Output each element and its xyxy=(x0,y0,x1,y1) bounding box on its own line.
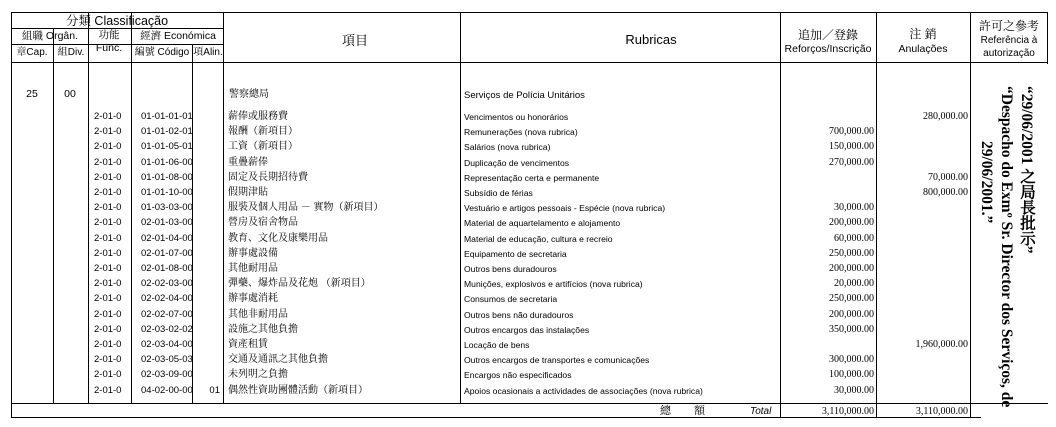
row-item: 工資（新項目） xyxy=(228,141,298,153)
table-row xyxy=(0,308,1056,323)
table-row xyxy=(0,232,1056,247)
row-codigo: 04-02-00-00 xyxy=(141,384,193,396)
header-item: 項目 xyxy=(341,33,369,48)
table-row xyxy=(0,368,1056,383)
table-row xyxy=(0,277,1056,292)
authorization-line3: 29/06/2001.” xyxy=(978,141,995,224)
row-rubrica: Salários (nova rubrica) xyxy=(464,142,551,153)
row-anulacao: 280,000.00 xyxy=(923,111,968,122)
row-codigo: 01-01-05-01 xyxy=(141,141,193,153)
row-item: 其他耐用品 xyxy=(228,263,278,274)
row-reforco: 350,000.00 xyxy=(829,323,874,335)
row-item: 辦事處消耗 xyxy=(228,293,278,305)
row-reforco: 200,000.00 xyxy=(829,217,874,229)
row-anulacao: 800,000.00 xyxy=(923,187,968,198)
table-row xyxy=(0,186,1056,201)
rule-top xyxy=(11,12,1048,13)
header-reforcos-zh: 追加／登錄 xyxy=(797,28,859,42)
row-codigo: 02-01-07-00 xyxy=(141,247,193,259)
row-reforco: 700,000.00 xyxy=(829,126,874,138)
total-reforcos: 3,110,000.00 xyxy=(821,406,874,417)
row-rubrica: Consumos de secretaria xyxy=(464,294,558,305)
row-rubrica: Locação de bens xyxy=(464,340,530,350)
row-rubrica: Duplicação de vencimentos xyxy=(464,157,570,168)
row-rubrica: Equipamento de secretaria xyxy=(464,248,567,259)
table-row xyxy=(0,323,1056,338)
row-codigo: 01-01-10-00 xyxy=(141,187,193,198)
header-funcao-zh: 功能 xyxy=(98,29,120,41)
col-rule-right xyxy=(1047,12,1048,64)
row-rubrica: Outros bens não duradouros xyxy=(464,309,574,320)
row-func: 2-01-0 xyxy=(94,171,122,183)
header-reforcos-pt: Reforços/Inscrição xyxy=(784,43,872,55)
row-item: 營房及宿舍物品 xyxy=(228,217,298,229)
row-reforco: 100,000.00 xyxy=(829,369,874,381)
row-codigo: 02-03-09-00 xyxy=(141,369,193,381)
row-reforco: 30,000.00 xyxy=(834,384,874,396)
row-item: 假期津貼 xyxy=(228,187,268,198)
row-reforco: 270,000.00 xyxy=(829,156,874,168)
row-func: 2-01-0 xyxy=(94,278,122,290)
row-rubrica: Vencimentos ou honorários xyxy=(464,112,569,122)
row-func: 2-01-0 xyxy=(94,384,122,396)
row-item: 辦事處設備 xyxy=(228,247,278,259)
header-alin: 項Alin. xyxy=(193,47,223,58)
row-func: 2-01-0 xyxy=(94,263,122,274)
row-reforco: 250,000.00 xyxy=(829,247,874,259)
row-item: 偶然性資助團體活動（新項目） xyxy=(228,384,368,396)
row-item: 交通及通訊之其他負擔 xyxy=(228,354,328,366)
table-row xyxy=(0,338,1056,353)
row-item: 資產租賃 xyxy=(228,339,268,350)
row-reforco: 250,000.00 xyxy=(829,293,874,305)
row-anulacao: 1,960,000.00 xyxy=(915,339,968,350)
authorization-line2: “Despacho do Exmº Sr. Director dos Serviços, de xyxy=(998,86,1015,408)
header-anulacoes-zh: 注 銷 xyxy=(909,27,937,41)
row-item: 設施之其他負擔 xyxy=(228,323,298,335)
header-ref-pt1: Referência à xyxy=(980,35,1038,46)
row-codigo: 02-02-04-00 xyxy=(141,293,193,305)
table-row xyxy=(0,156,1056,171)
row-func: 2-01-0 xyxy=(94,354,122,366)
row-reforco: 300,000.00 xyxy=(829,354,874,366)
row-rubrica: Representação certa e permanente xyxy=(464,172,600,183)
row-codigo: 01-01-01-01 xyxy=(141,111,193,122)
row-func: 2-01-0 xyxy=(94,339,122,350)
row-codigo: 02-03-05-03 xyxy=(141,354,193,366)
row-func: 2-01-0 xyxy=(94,217,122,229)
total-label-pt: Total xyxy=(750,406,772,417)
row-func: 2-01-0 xyxy=(94,323,122,335)
row-codigo: 02-01-08-00 xyxy=(141,263,193,274)
row-reforco: 30,000.00 xyxy=(834,202,874,214)
row-func: 2-01-0 xyxy=(94,141,122,153)
header-cap: 章Cap. xyxy=(16,47,48,58)
row-item: 重疊薪俸 xyxy=(228,156,268,168)
table-row xyxy=(0,353,1056,368)
row-reforco: 150,000.00 xyxy=(829,141,874,153)
total-label-zh: 總 額 xyxy=(660,405,716,417)
row-rubrica: Apoios ocasionais a actividades de associações (nova rubrica) xyxy=(464,385,703,396)
row-func: 2-01-0 xyxy=(94,232,122,244)
table-row xyxy=(0,110,1056,125)
row-func: 2-01-0 xyxy=(94,293,122,305)
row-codigo: 01-01-02-01 xyxy=(141,126,193,138)
row-codigo: 01-01-08-00 xyxy=(141,171,193,183)
table-row xyxy=(0,125,1056,140)
row-func: 2-01-0 xyxy=(94,308,122,320)
section-item: 警察總局 xyxy=(229,89,269,100)
row-func: 2-01-0 xyxy=(94,111,122,122)
section-cap: 25 xyxy=(26,88,38,100)
row-codigo: 02-02-03-00 xyxy=(141,278,193,290)
row-codigo: 02-01-04-00 xyxy=(141,232,193,244)
table-row xyxy=(0,262,1056,277)
header-funcao-pt: Func. xyxy=(95,42,123,54)
row-reforco: 60,000.00 xyxy=(834,232,874,244)
header-rubricas: Rubricas xyxy=(625,32,677,47)
table-row xyxy=(0,384,1056,399)
row-rubrica: Material de aquartelamento e alojamento xyxy=(464,218,621,229)
row-codigo: 01-03-03-00 xyxy=(141,202,193,214)
row-func: 2-01-0 xyxy=(94,369,122,381)
row-func: 2-01-0 xyxy=(94,187,122,198)
row-item: 其他非耐用品 xyxy=(228,308,288,320)
row-item: 薪俸或服務費 xyxy=(228,111,288,122)
header-classificacao: 分類 Classificação xyxy=(65,14,169,28)
table-row xyxy=(0,216,1056,231)
table-row xyxy=(0,140,1056,155)
row-rubrica: Outros encargos das instalações xyxy=(464,324,590,335)
total-anulacoes: 3,110,000.00 xyxy=(915,406,968,417)
authorization-text xyxy=(976,86,1036,421)
rule-total-top xyxy=(11,403,1048,404)
section-div: 00 xyxy=(64,88,76,100)
table-row xyxy=(0,247,1056,262)
row-item: 彈藥、爆炸品及花炮 （新項目） xyxy=(228,278,371,290)
table-row xyxy=(0,292,1056,307)
row-rubrica: Remunerações (nova rubrica) xyxy=(464,127,578,138)
authorization-line1: “29/06/2001 之局長批示” xyxy=(1018,86,1035,254)
section-rubrica: Serviços de Polícia Unitários xyxy=(464,90,585,101)
row-codigo: 01-01-06-00 xyxy=(141,156,193,168)
row-item: 未列明之負擔 xyxy=(228,369,288,381)
row-rubrica: Munições, explosivos e artifícios (nova rubrica) xyxy=(464,279,643,290)
row-alin: 01 xyxy=(209,384,220,396)
header-anulacoes-pt: Anulações xyxy=(898,43,948,55)
row-codigo: 02-02-07-00 xyxy=(141,308,193,320)
row-item: 報酬（新項目） xyxy=(228,126,298,138)
row-reforco: 20,000.00 xyxy=(834,278,874,290)
header-ref-zh: 許可之參考 xyxy=(978,19,1040,33)
row-rubrica: Outros bens duradouros xyxy=(464,264,557,274)
header-codigo: 編號 Código xyxy=(134,47,190,58)
row-rubrica: Subsídio de férias xyxy=(464,188,533,198)
header-economica: 經濟 Económica xyxy=(140,30,216,42)
row-func: 2-01-0 xyxy=(94,126,122,138)
rule-total-bottom xyxy=(11,417,981,418)
header-organ: 組職 Orgân. xyxy=(21,30,79,42)
row-func: 2-01-0 xyxy=(94,156,122,168)
row-rubrica: Outros encargos de transportes e comunicações xyxy=(464,355,650,366)
row-item: 教育、文化及康樂用品 xyxy=(228,232,328,244)
row-codigo: 02-03-02-02 xyxy=(141,323,193,335)
row-reforco: 200,000.00 xyxy=(829,308,874,320)
table-row xyxy=(0,171,1056,186)
row-func: 2-01-0 xyxy=(94,247,122,259)
header-div: 組Div. xyxy=(57,47,85,58)
row-func: 2-01-0 xyxy=(94,202,122,214)
row-reforco: 200,000.00 xyxy=(829,263,874,274)
row-anulacao: 70,000.00 xyxy=(928,171,968,183)
row-rubrica: Encargos não especificados xyxy=(464,370,572,381)
row-rubrica: Material de educação, cultura e recreio xyxy=(464,233,613,244)
row-item: 服裝及個人用品 － 實物（新項目） xyxy=(228,202,384,214)
table-row xyxy=(0,201,1056,216)
row-item: 固定及長期招待費 xyxy=(228,171,308,183)
row-codigo: 02-01-03-00 xyxy=(141,217,193,229)
row-codigo: 02-03-04-00 xyxy=(141,339,193,350)
row-rubrica: Vestuário e artigos pessoais - Espécie (nova rubrica) xyxy=(464,203,666,214)
header-ref-pt2: autorização xyxy=(983,48,1035,59)
rule-header-bottom xyxy=(11,62,1048,63)
